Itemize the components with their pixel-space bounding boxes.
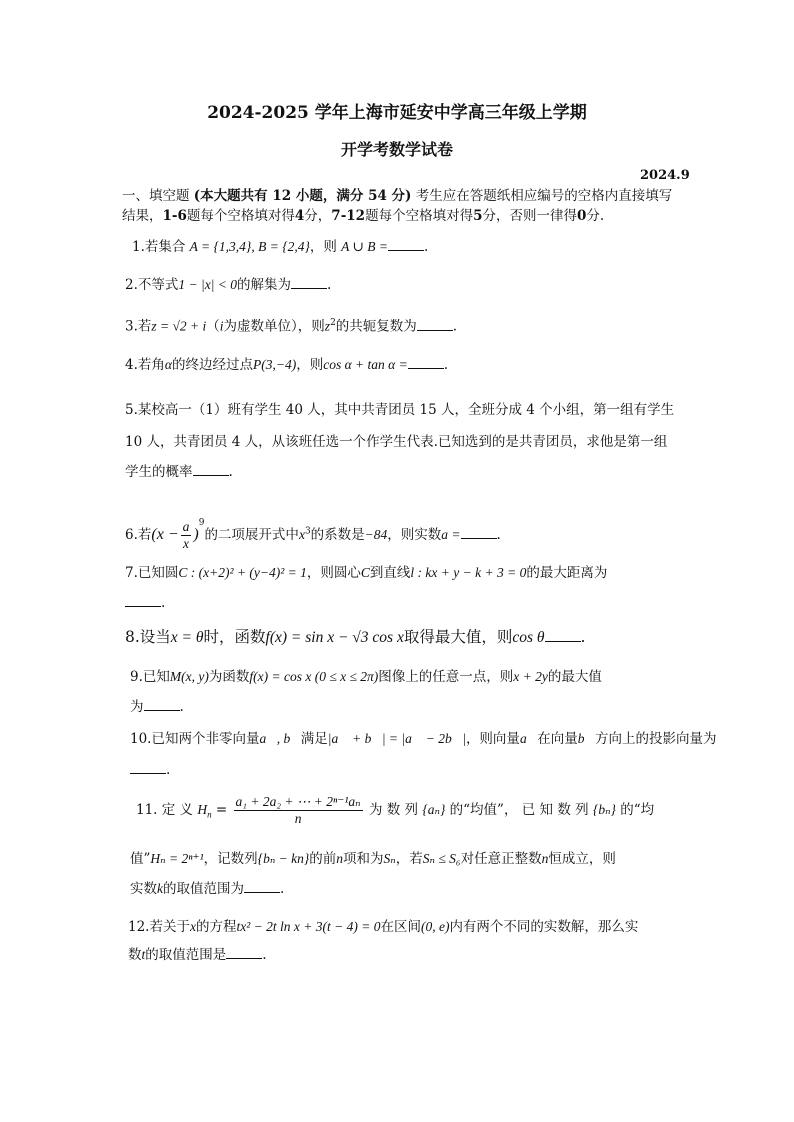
question-12-line-2: 数t的取值范围是 . — [128, 947, 267, 963]
exam-subtitle: 开学考数学试卷 — [340, 140, 453, 159]
question-5-line-3: 学生的概率 . — [125, 464, 233, 480]
question-7: 7.已知圆C : (x+2)² + (y−4)² = 1，则圆心C到直线l : kx + y − k + 3 = 0的最大距离为 — [125, 565, 608, 581]
answer-blank — [461, 526, 497, 539]
answer-blank — [291, 276, 327, 289]
answer-blank — [545, 629, 581, 642]
question-9: 9.已知M(x, y)为函数f(x) = cos x (0 ≤ x ≤ 2π)图像上的任意一点，则x + 2y的最大值 — [130, 669, 602, 685]
question-11-line-3: 实数k的取值范围为 . — [130, 881, 285, 897]
fraction-mean-value: $\frac{\text{a₁ + 2a₂ + ⋯ + 2ⁿ⁻¹aₙ}}{n}$ — [235, 794, 361, 826]
answer-blank — [144, 698, 180, 711]
question-10-line-2: . — [130, 760, 690, 780]
section-heading-detail: (本大题共有 12 小题，满分 54 分) — [193, 188, 412, 204]
question-7-line-2: . — [125, 593, 685, 613]
section-heading: 一、填空题 — [122, 188, 190, 204]
answer-blank — [244, 880, 280, 893]
question-4: 4.若角α的终边经过点P(3,−4)，则cos α + tan α = . — [125, 357, 449, 373]
question-5-line-2: 10 人，共青团员 4 人，从该班任选一个作学生代表.已知选到的是共青团员，求他是第一组 — [125, 434, 668, 450]
fraction-a-over-x: $\frac{a}{x}$ — [182, 519, 190, 551]
question-9-line-2: 为 . — [130, 699, 184, 715]
answer-blank — [417, 318, 453, 331]
question-6: 6.若(x − $\frac{a}{x}$ )$^9$的二项展开式中$x^3$的系数是−84，则实数a = . — [125, 518, 501, 551]
answer-blank — [226, 946, 262, 959]
question-3: 3.若z = √2 + i（i为虚数单位），则$z^2$的共轭复数为 . — [125, 318, 458, 335]
section-instructions: 结果，1-6题每个空格填对得4分，7-12题每个空格填对得5分，否则一律得0分. — [122, 208, 605, 224]
exam-date: 2024.9 — [640, 168, 690, 183]
question-12: 12.若关于x的方程tx² − 2t ln x + 3(t − 4) = 0在区间(0, e)内有两个不同的实数解，那么实 — [128, 919, 639, 935]
section-header — [122, 186, 682, 206]
answer-blank — [130, 761, 166, 774]
question-1: 1.若集合 A = {1,3,4}, B = {2,4}，则 A ∪ B = . — [132, 239, 429, 255]
exam-title: 2024-2025 学年上海市延安中学高三年级上学期 — [207, 103, 587, 123]
answer-blank — [193, 463, 229, 476]
answer-blank — [125, 594, 161, 607]
question-11-line-2: 值”Hₙ = 2ⁿ⁺¹，记数列{bₙ − kn}的前n项和为Sₙ，若Sₙ ≤ S₆对任意正整数n恒成立，则 — [130, 851, 616, 867]
answer-blank — [408, 356, 444, 369]
question-8: 8.设当x = θ时，函数f(x) = sin x − √3 cos x取得最大值，则cos θ . — [125, 628, 586, 646]
question-5-line-1: 5.某校高一（1）班有学生 40 人，其中共青团员 15 人，全班分成 4 个小组，第一组有学生 — [125, 402, 675, 418]
section-instructions-a: 考生应在答题纸相应编号的空格内直接填写 — [415, 188, 673, 204]
answer-blank — [388, 238, 424, 251]
question-2: 2.不等式1 − |x| < 0的解集为 . — [125, 277, 332, 293]
question-11: 11. 定 义 $H_n$ = $\frac{\text{a₁ + 2a₂ + ⋯ + 2ⁿ⁻¹aₙ}}{n}$ 为 数 列 {aₙ} 的“均值”， 已 知 数 列 {bₙ} 的“均 — [136, 794, 655, 826]
question-10: 10.已知两个非零向量a⃗, b⃗满足|a⃗ + b⃗| = |a⃗ − 2b⃗|，则向量a⃗在向量b⃗方向上的投影向量为 — [130, 731, 717, 747]
